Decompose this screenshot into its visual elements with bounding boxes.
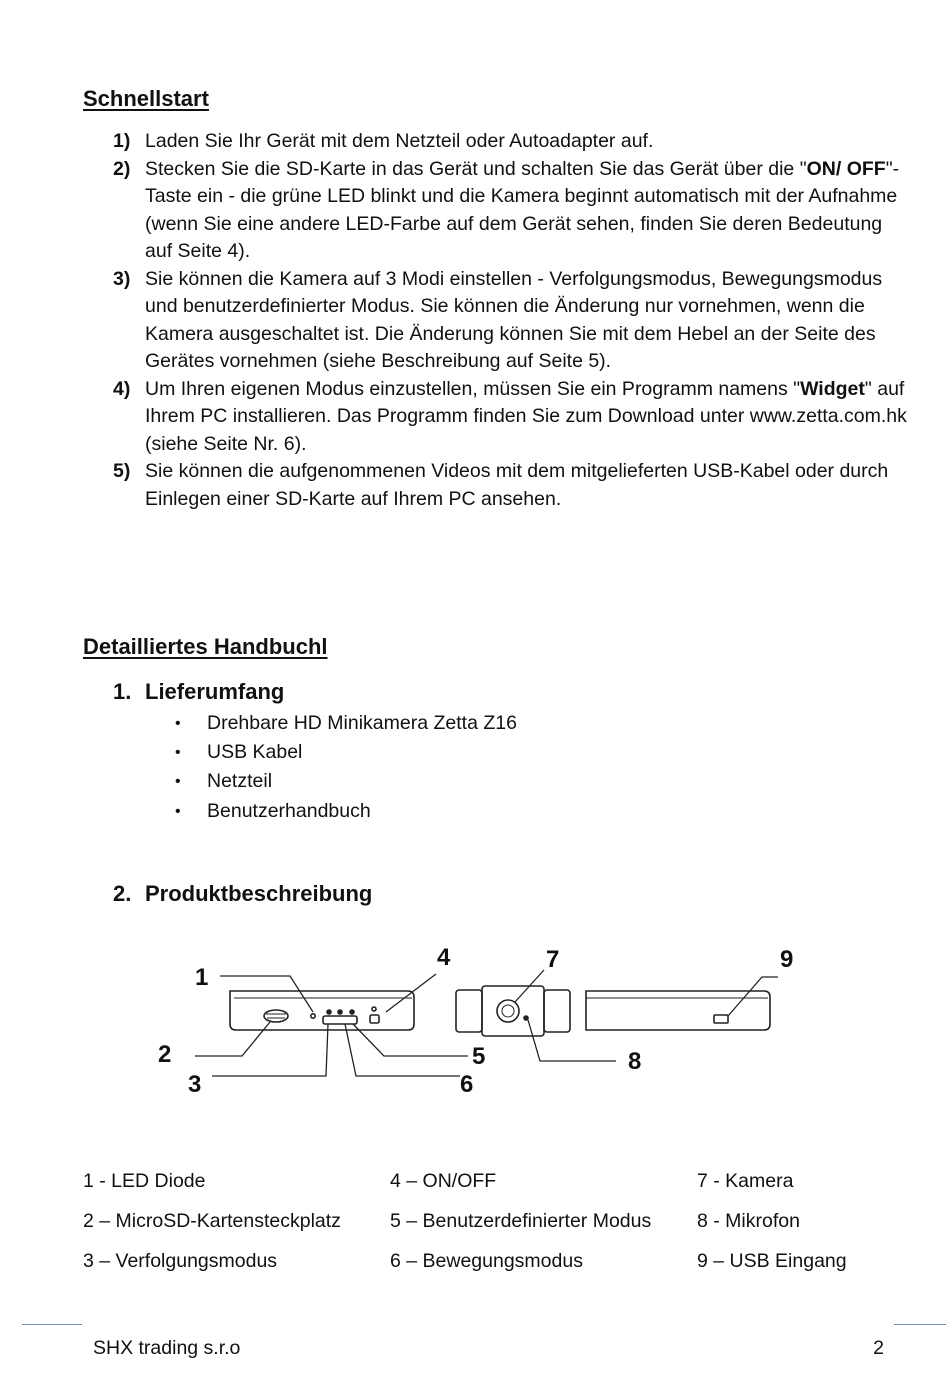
step-number: 4) [113,377,131,400]
quickstart-step [113,128,913,156]
step-text-run: Laden Sie Ihr Gerät mit dem Netzteil oder Autoadapter auf. [145,130,654,152]
package-item-label: Netzteil [207,770,273,793]
legend-row [83,1206,903,1246]
quickstart-heading: Schnellstart [83,86,209,111]
section-title: Produktbeschreibung [145,881,373,906]
step-number: 3) [113,267,131,290]
package-item [175,709,517,738]
footer-company: SHX trading s.r.o [93,1337,241,1359]
diagram-label-7: 7 [546,946,560,973]
package-item-label: Benutzerhandbuch [207,799,371,822]
device-front-view [456,986,570,1036]
package-item-label: USB Kabel [207,741,303,764]
package-item [175,738,517,767]
step-text-run: Um Ihren eigenen Modus einzustellen, müssen Sie ein Programm namens " [145,377,801,400]
footer-rule-right [894,1324,946,1325]
package-item-label: Drehbare HD Minikamera Zetta Z16 [207,712,517,734]
step-text [145,458,913,513]
step-text-run: " auf Ihrem PC installieren. Das Programm finden Sie zum Download unter www.zetta.com.hk (siehe Seite Nr. 6). [145,377,907,455]
package-item [175,797,517,826]
step-text-bold: ON/ OFF [806,157,886,180]
legend-entry: 5 – Benutzerdefinierter Modus [390,1210,652,1232]
legend-row [83,1246,903,1286]
diagram-label-1: 1 [195,964,209,991]
diagram-label-5: 5 [472,1043,486,1070]
quickstart-step [113,458,913,513]
step-text-bold: Widget [800,377,865,400]
step-text [145,266,913,376]
quickstart-step [113,376,913,459]
section-lieferumfang-heading [113,679,284,705]
step-text-run: Sie können die Kamera auf 3 Modi einstellen - Verfolgungsmodus, Bewegungsmodus und benutzerdefinierter Modus. Sie können die Änderung nur vornehmen, wenn die Kamera ausgeschaltet ist. Die Änderung können Sie mit dem Hebel an der Seite des Gerätes vornehmen (siehe Beschreibung auf Seite 5). [145,267,883,372]
step-text [145,376,913,459]
legend-row [83,1166,903,1206]
diagram-label-2: 2 [158,1041,172,1068]
step-text-run: "-Taste ein - die grüne LED blinkt und die Kamera beginnt automatisch mit der Aufnahme (wenn Sie eine andere LED-Farbe auf dem Gerät sehen, finden Sie deren Bedeutung auf Seite 4). [145,157,900,262]
legend-entry: 4 – ON/OFF [390,1170,497,1192]
diagram-label-8: 8 [628,1048,642,1075]
diagram-label-4: 4 [437,944,451,971]
footer-rule-left [22,1324,82,1325]
step-number: 2) [113,157,131,180]
legend-entry: 8 - Mikrofon [697,1210,800,1232]
step-number: 1) [113,130,131,152]
legend-entry: 7 - Kamera [697,1170,794,1192]
bullet-icon: • [175,744,181,762]
legend-entry: 3 – Verfolgungsmodus [83,1250,278,1272]
diagram-label-9: 9 [780,946,794,973]
manual-heading: Detailliertes Handbuchl [83,634,328,659]
legend-entry: 1 - LED Diode [83,1170,206,1192]
package-contents-list [175,709,517,826]
quickstart-step [113,156,913,266]
device-usb-side-view [586,991,770,1030]
diagram-number-labels [158,944,793,1098]
quickstart-steps [113,128,913,513]
legend-entry: 6 – Bewegungsmodus [390,1250,583,1272]
bullet-icon: • [175,773,181,791]
step-text-run: Stecken Sie die SD-Karte in das Gerät und schalten Sie das Gerät über die " [145,157,807,180]
product-diagram [150,940,830,1110]
quickstart-step [113,266,913,376]
section-number: 2. [113,881,132,906]
step-text [145,156,913,266]
diagram-label-6: 6 [460,1071,474,1098]
section-produktbeschreibung-heading [113,881,372,907]
diagram-label-3: 3 [188,1071,202,1098]
section-number: 1. [113,679,132,704]
step-number: 5) [113,460,131,482]
page-number: 2 [873,1337,884,1359]
diagram-legend [83,1166,903,1286]
step-text [145,128,913,156]
legend-entry: 9 – USB Eingang [697,1250,847,1272]
bullet-icon: • [175,802,181,820]
bullet-icon: • [175,715,181,732]
step-text-run: Sie können die aufgenommenen Videos mit dem mitgelieferten USB-Kabel oder durch Einlegen einer SD-Karte auf Ihrem PC ansehen. [145,460,889,510]
device-side-view [230,991,414,1030]
section-title: Lieferumfang [145,679,285,704]
legend-entry: 2 – MicroSD-Kartensteckplatz [83,1210,341,1232]
package-item [175,767,517,796]
